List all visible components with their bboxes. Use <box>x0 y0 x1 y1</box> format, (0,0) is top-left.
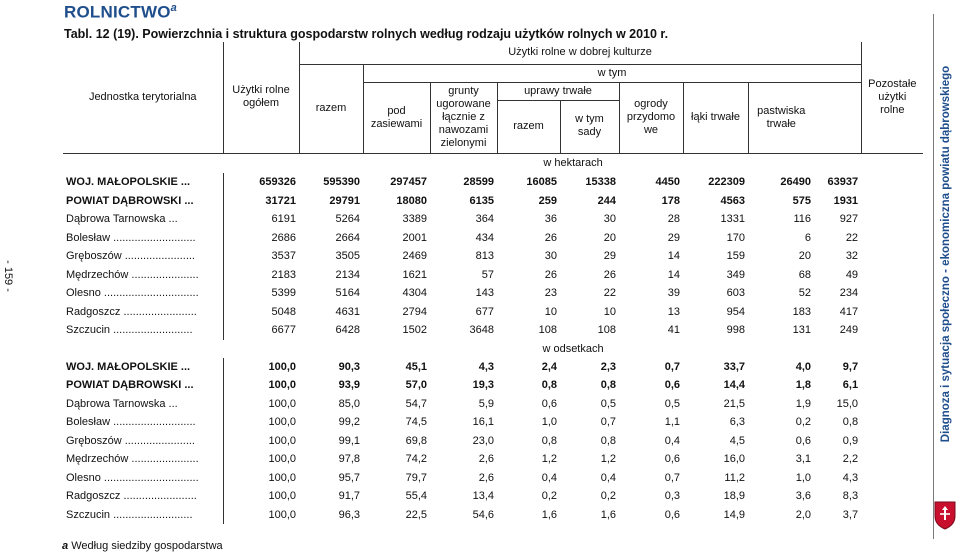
header-group-good: Użytki rolne w dobrej kulturze <box>299 42 861 64</box>
header-sady: w tym sady <box>560 100 619 152</box>
table-cell: 159 <box>726 250 745 263</box>
table-cell: 39 <box>667 287 680 300</box>
header-pod-zasiewami: pod zasiewami <box>363 82 430 153</box>
table-cell: 1502 <box>402 324 427 337</box>
table-cell: 0,8 <box>600 434 616 447</box>
row-unit-name: Dąbrowa Tarnowska ... <box>66 213 178 226</box>
header-pozostale: Pozostałe użytki rolne <box>861 42 923 153</box>
table-cell: 13 <box>667 305 680 318</box>
table-cell: 6,1 <box>842 379 859 392</box>
table-cell: 23,0 <box>472 434 494 447</box>
table-cell: 90,3 <box>338 360 360 373</box>
table-cell: 22,5 <box>405 508 427 521</box>
table-cell: 0,2 <box>541 490 557 503</box>
table-cell: 57 <box>481 268 494 281</box>
table-cell: 0,6 <box>541 397 557 410</box>
table-cell: 0,7 <box>664 360 680 373</box>
table-cell: 364 <box>475 213 494 226</box>
table-cell: 74,5 <box>405 416 427 429</box>
table-cell: 0,8 <box>541 434 557 447</box>
table-cell: 31721 <box>223 192 299 211</box>
table-cell: 2664 <box>335 231 360 244</box>
table-cell: 2183 <box>223 266 299 285</box>
header-grunty: grunty ugorowane łącznie z nawozami zielonymi <box>430 82 497 153</box>
table-cell: 0,7 <box>664 471 680 484</box>
table-row <box>63 266 923 285</box>
table-cell: 2469 <box>402 250 427 263</box>
table-cell: 6 <box>804 231 811 244</box>
table-cell: 6191 <box>223 210 299 229</box>
table-cell: 2,4 <box>541 360 557 373</box>
table-cell: 26 <box>544 231 557 244</box>
table-cell: 0,4 <box>541 471 557 484</box>
table-cell: 14,4 <box>723 379 745 392</box>
row-unit-name: Szczucin .......................... <box>66 508 193 521</box>
table-cell: 22 <box>603 287 616 300</box>
table-cell: 10 <box>603 305 616 318</box>
table-cell: 1331 <box>720 213 745 226</box>
table-cell: 575 <box>792 194 811 207</box>
table-cell: 14,9 <box>723 508 745 521</box>
table-row <box>63 173 923 192</box>
row-unit-name: Mędrzechów ...................... <box>66 268 199 281</box>
table-cell: 10 <box>544 305 557 318</box>
table-cell: 4,3 <box>478 360 494 373</box>
table-cell: 954 <box>726 305 745 318</box>
table-cell: 0,6 <box>664 379 680 392</box>
table-cell: 0,4 <box>664 434 680 447</box>
table-cell: 5048 <box>223 303 299 322</box>
table-cell: 100,0 <box>223 450 299 469</box>
table-row <box>63 506 923 525</box>
table-row <box>63 376 923 395</box>
table-cell: 4631 <box>335 305 360 318</box>
table-cell: 26 <box>544 268 557 281</box>
table-cell: 15,0 <box>836 397 859 410</box>
table-row <box>63 321 923 340</box>
table-cell: 2,2 <box>842 453 859 466</box>
table-cell: 0,8 <box>600 379 616 392</box>
table-cell: 30 <box>544 250 557 263</box>
row-unit-name: POWIAT DĄBROWSKI ... <box>66 379 194 392</box>
table-cell: 63937 <box>827 176 859 189</box>
row-unit-name: Bolesław ........................... <box>66 416 196 429</box>
table-cell: 0,5 <box>664 397 680 410</box>
table-cell: 99,2 <box>338 416 360 429</box>
data-table <box>63 42 923 524</box>
header-ogrody: ogrody przydomo we <box>619 82 683 153</box>
table-cell: 659326 <box>223 173 299 192</box>
table-cell: 0,4 <box>600 471 616 484</box>
footnote: a Według siedziby gospodarstwa <box>62 540 223 552</box>
header-pastwiska: pastwiska trwałe <box>748 82 814 153</box>
table-row <box>63 303 923 322</box>
table-cell: 54,6 <box>472 508 494 521</box>
table-cell: 3,1 <box>795 453 811 466</box>
table-cell: 0,6 <box>664 508 680 521</box>
table-cell: 3,6 <box>795 490 811 503</box>
table-cell: 79,7 <box>405 471 427 484</box>
table-cell: 74,2 <box>405 453 427 466</box>
table-cell: 259 <box>538 194 557 207</box>
table-cell: 4450 <box>655 176 680 189</box>
table-cell: 8,3 <box>842 490 859 503</box>
table-cell: 5264 <box>335 213 360 226</box>
table-cell: 0,3 <box>664 490 680 503</box>
table-cell: 1621 <box>402 268 427 281</box>
table-cell: 23 <box>544 287 557 300</box>
table-cell: 2134 <box>335 268 360 281</box>
table-cell: 131 <box>792 324 811 337</box>
row-unit-name: POWIAT DĄBROWSKI ... <box>66 194 194 207</box>
table-cell: 16085 <box>526 176 557 189</box>
table-cell: 0,8 <box>541 379 557 392</box>
table-cell: 1931 <box>833 194 859 207</box>
table-title: Tabl. 12 (19). Powierzchnia i struktura gospodarstw rolnych według rodzaju użytków rolnych w 2010 r. <box>64 27 669 41</box>
table-cell: 1,2 <box>541 453 557 466</box>
table-cell: 55,4 <box>405 490 427 503</box>
table-cell: 11,2 <box>724 471 745 484</box>
table-cell: 85,0 <box>338 397 360 410</box>
header-w-tym: w tym <box>363 64 861 82</box>
table-cell: 30 <box>603 213 616 226</box>
table-cell: 6677 <box>223 321 299 340</box>
table-cell: 100,0 <box>223 413 299 432</box>
table-cell: 100,0 <box>223 376 299 395</box>
table-cell: 96,3 <box>338 508 360 521</box>
table-cell: 170 <box>726 231 745 244</box>
header-razem: razem <box>299 64 363 153</box>
table-cell: 0,5 <box>600 397 616 410</box>
header-laki: łąki trwałe <box>683 82 748 153</box>
table-cell: 116 <box>793 213 811 226</box>
table-cell: 595390 <box>323 176 360 189</box>
table-cell: 100,0 <box>223 432 299 451</box>
table-cell: 4,3 <box>842 471 859 484</box>
table-row <box>63 247 923 266</box>
table-cell: 29 <box>603 250 616 263</box>
header-uprawy: uprawy trwałe <box>497 82 619 100</box>
table-cell: 18,9 <box>723 490 745 503</box>
table-cell: 234 <box>839 287 859 300</box>
table-cell: 18080 <box>396 194 427 207</box>
table-row <box>63 432 923 451</box>
table-cell: 68 <box>798 268 811 281</box>
row-unit-name: Mędrzechów ...................... <box>66 453 199 466</box>
table-cell: 57,0 <box>405 379 427 392</box>
table-cell: 9,7 <box>842 360 859 373</box>
table-cell: 6,3 <box>729 416 745 429</box>
table-cell: 4304 <box>402 287 427 300</box>
table-cell: 3505 <box>335 250 360 263</box>
table-cell: 2,6 <box>478 453 494 466</box>
header-unit: Jednostka terytorialna <box>88 90 197 103</box>
table-cell: 100,0 <box>223 469 299 488</box>
coat-of-arms-icon <box>932 500 958 530</box>
table-cell: 52 <box>798 287 811 300</box>
table-cell: 16,0 <box>723 453 745 466</box>
table-cell: 1,1 <box>664 416 680 429</box>
row-unit-name: WOJ. MAŁOPOLSKIE ... <box>66 176 191 189</box>
row-unit-name: Radgoszcz ........................ <box>66 490 197 503</box>
table-row <box>63 450 923 469</box>
table-row <box>63 469 923 488</box>
table-cell: 1,6 <box>600 508 616 521</box>
row-unit-name: Bolesław ........................... <box>66 231 196 244</box>
table-cell: 5164 <box>335 287 360 300</box>
table-cell: 5399 <box>223 284 299 303</box>
table-cell: 3537 <box>223 247 299 266</box>
table-cell: 603 <box>726 287 745 300</box>
table-cell: 99,1 <box>338 434 360 447</box>
side-title: Diagnoza i sytuacja społeczno - ekonomiczna powiatu dąbrowskiego <box>940 65 952 443</box>
table-row <box>63 487 923 506</box>
table-cell: 677 <box>475 305 494 318</box>
row-unit-name: Szczucin .......................... <box>66 324 193 337</box>
table-row <box>63 358 923 377</box>
table-cell: 26490 <box>780 176 811 189</box>
table-cell: 32 <box>845 250 859 263</box>
table-cell: 0,2 <box>600 490 616 503</box>
table-cell: 19,3 <box>472 379 494 392</box>
row-unit-name: Gręboszów ....................... <box>66 434 195 447</box>
table-cell: 349 <box>726 268 745 281</box>
table-cell: 69,8 <box>405 434 427 447</box>
row-unit-name: Gręboszów ....................... <box>66 250 195 263</box>
table-cell: 244 <box>597 194 616 207</box>
table-cell: 49 <box>845 268 859 281</box>
table-cell: 45,1 <box>405 360 427 373</box>
table-cell: 3389 <box>402 213 427 226</box>
table-cell: 95,7 <box>338 471 360 484</box>
table-cell: 20 <box>798 250 811 263</box>
table-cell: 20 <box>603 231 616 244</box>
table-row <box>63 395 923 414</box>
table-cell: 3,7 <box>842 508 859 521</box>
table-cell: 222309 <box>708 176 745 189</box>
table-cell: 927 <box>839 213 859 226</box>
table-cell: 93,9 <box>338 379 360 392</box>
table-cell: 28 <box>667 213 680 226</box>
table-cell: 1,9 <box>795 397 811 410</box>
table-cell: 108 <box>597 324 616 337</box>
table-cell: 91,7 <box>338 490 360 503</box>
row-unit-name: Radgoszcz ........................ <box>66 305 197 318</box>
table-cell: 14 <box>667 268 680 281</box>
section-label-hectares: w hektarach <box>223 153 923 173</box>
table-cell: 5,9 <box>478 397 494 410</box>
table-cell: 6135 <box>469 194 494 207</box>
table-cell: 183 <box>792 305 811 318</box>
table-cell: 2,6 <box>478 471 494 484</box>
table-cell: 15338 <box>585 176 616 189</box>
table-cell: 33,7 <box>723 360 745 373</box>
table-cell: 3648 <box>469 324 494 337</box>
row-unit-name: Dąbrowa Tarnowska ... <box>66 397 178 410</box>
table-cell: 0,6 <box>664 453 680 466</box>
table-cell: 2794 <box>402 305 427 318</box>
table-cell: 0,2 <box>795 416 811 429</box>
table-cell: 28599 <box>463 176 494 189</box>
table-cell: 4,0 <box>795 360 811 373</box>
table-cell: 143 <box>475 287 494 300</box>
table-cell: 1,8 <box>795 379 811 392</box>
side-divider <box>933 14 934 539</box>
row-unit-name: WOJ. MAŁOPOLSKIE ... <box>66 360 191 373</box>
table-row <box>63 284 923 303</box>
table-cell: 813 <box>475 250 494 263</box>
table-cell: 54,7 <box>405 397 427 410</box>
table-cell: 41 <box>667 324 680 337</box>
table-row <box>63 229 923 248</box>
table-cell: 14 <box>667 250 680 263</box>
table-cell: 29791 <box>329 194 360 207</box>
table-cell: 1,0 <box>795 471 811 484</box>
table-cell: 2,0 <box>795 508 811 521</box>
header-uprawy-razem: razem <box>497 100 560 152</box>
header-total: Użytki rolne ogółem <box>223 42 299 153</box>
table-cell: 0,7 <box>600 416 616 429</box>
row-unit-name: Olesno ............................... <box>66 471 199 484</box>
table-cell: 1,0 <box>541 416 557 429</box>
table-cell: 0,8 <box>842 416 859 429</box>
table-cell: 2686 <box>223 229 299 248</box>
table-cell: 22 <box>845 231 859 244</box>
table-cell: 97,8 <box>338 453 360 466</box>
table-cell: 1,6 <box>541 508 557 521</box>
table-cell: 100,0 <box>223 395 299 414</box>
table-cell: 16,1 <box>472 416 494 429</box>
table-cell: 2,3 <box>600 360 616 373</box>
table-cell: 1,2 <box>600 453 616 466</box>
table-cell: 297457 <box>390 176 427 189</box>
section-label-percent: w odsetkach <box>542 342 604 355</box>
table-cell: 108 <box>538 324 557 337</box>
table-cell: 4563 <box>720 194 745 207</box>
side-strip <box>930 14 960 539</box>
table-cell: 100,0 <box>223 487 299 506</box>
table-cell: 178 <box>661 194 680 207</box>
table-cell: 100,0 <box>223 358 299 377</box>
chapter-title: ROLNICTWO$^a$ <box>64 2 177 22</box>
table-cell: 6428 <box>335 324 360 337</box>
table-cell: 29 <box>667 231 680 244</box>
table-cell: 26 <box>603 268 616 281</box>
table-cell: 36 <box>544 213 557 226</box>
table-cell: 2001 <box>402 231 427 244</box>
table-cell: 249 <box>839 324 859 337</box>
table-cell: 0,6 <box>795 434 811 447</box>
table-cell: 100,0 <box>223 506 299 525</box>
table-cell: 13,4 <box>472 490 494 503</box>
table-cell: 0,9 <box>842 434 859 447</box>
table-row <box>63 192 923 211</box>
table-cell: 4,5 <box>729 434 745 447</box>
table-cell: 21,5 <box>723 397 745 410</box>
row-unit-name: Olesno ............................... <box>66 287 199 300</box>
table-cell: 434 <box>475 231 494 244</box>
page-number: - 159 - <box>2 260 14 292</box>
table-cell: 998 <box>726 324 745 337</box>
table-row <box>63 210 923 229</box>
table-row <box>63 413 923 432</box>
table-cell: 417 <box>839 305 859 318</box>
